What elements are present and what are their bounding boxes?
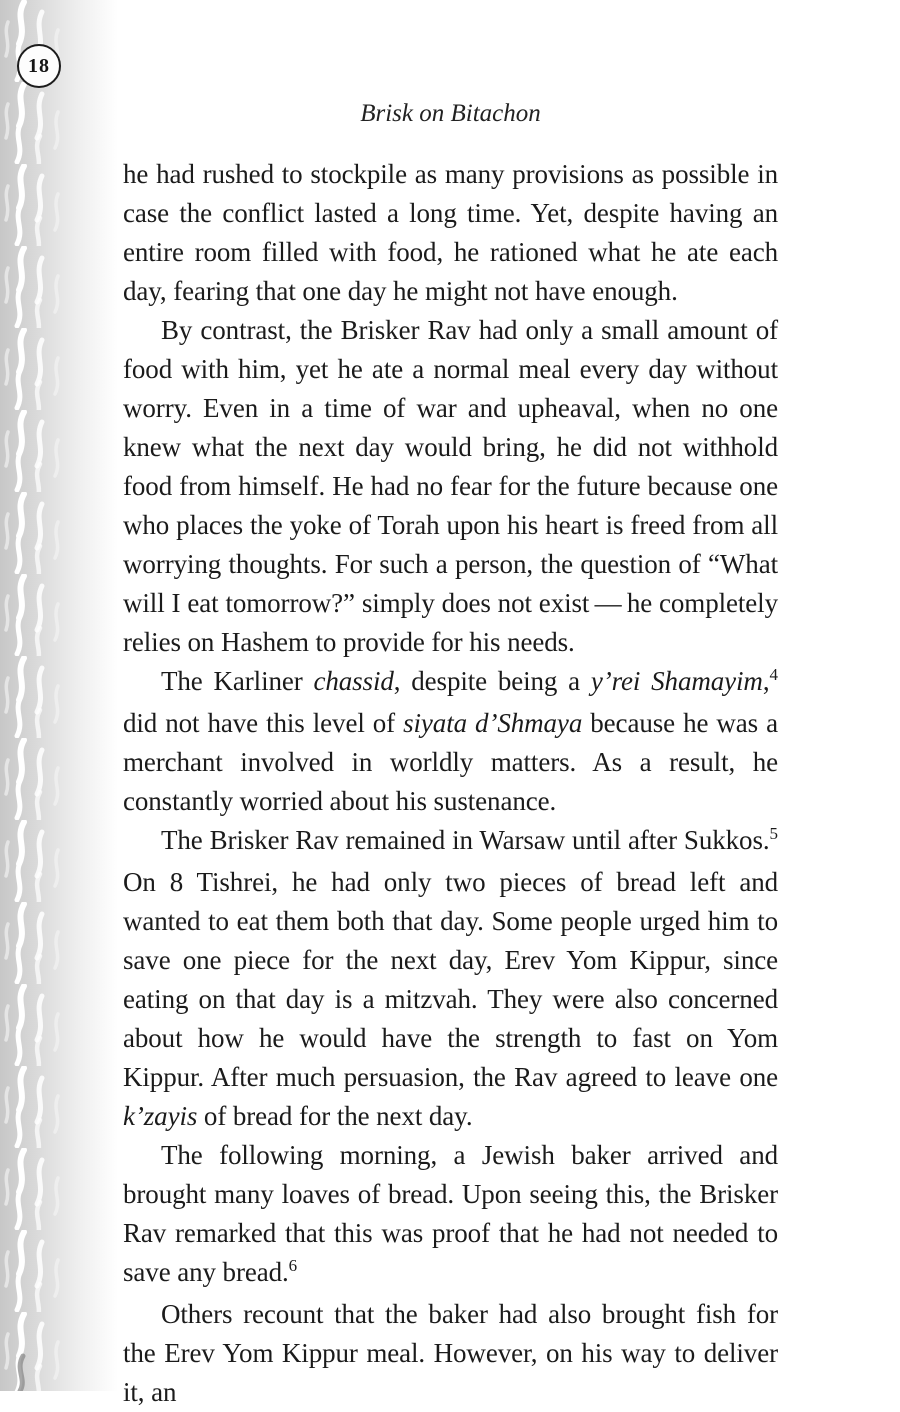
page-edge-decoration [0, 0, 118, 1391]
text-segment: he had rushed to stockpile as many provisions as possible in case the conflict lasted a long time. Yet, despite having an entire room filled with food, he rationed what he ate each day, fearing that one day he might not have enough. [123, 159, 778, 306]
text-segment: By contrast, the Brisker Rav had only a small amount of food with him, yet he ate a normal meal every day without worry. Even in a time of war and upheaval, when no one knew what the next day would bring, he did not withhold food from himself. He had no fear for the future because one who places the yoke of Torah upon his heart is freed from all worrying thoughts. For such a person, the question of “What will I eat tomorrow?” simply does not exist — he completely relies on Hashem to provide for his needs. [123, 315, 778, 657]
text-segment: k’zayis [123, 1101, 198, 1131]
footnote-reference: 5 [769, 824, 778, 843]
wave-pattern-graphic [0, 0, 118, 1391]
text-segment: On 8 Tishrei, he had only two pieces of bread left and wanted to eat them both that day. Some people urged him to save one piece for the next day, Erev Yom Kippur, since eating on that day is a mitzvah. They were also concerned about how he would have the strength to fast on Yom Kippur. After much persuasion, the Rav agreed to leave one [123, 867, 778, 1092]
text-segment: did not have this level of [123, 708, 404, 738]
text-segment: Others recount that the baker had also brought fish for the Erev Yom Kippur meal. However, on his way to deliver it, an [123, 1299, 778, 1407]
text-segment: The Karliner [161, 666, 314, 696]
body-text [123, 155, 778, 1412]
page-number: 18 [28, 54, 50, 77]
page-number-badge [17, 44, 61, 88]
paragraph [123, 155, 778, 311]
text-segment: y’rei Shamayim [590, 666, 763, 696]
text-segment: of bread for the next day. [197, 1101, 473, 1131]
paragraph [123, 311, 778, 662]
text-segment: , [762, 666, 770, 696]
footnote-reference: 4 [769, 665, 778, 684]
running-header: Brisk on Bitachon [360, 100, 541, 127]
paragraph [123, 1136, 778, 1295]
text-segment: chassid [313, 666, 394, 696]
paragraph [123, 662, 778, 821]
text-segment: siyata d’Shmaya [403, 708, 583, 738]
text-segment: The following morning, a Jewish baker arrived and brought many loaves of bread. Upon seeing this, the Brisker Rav remarked that this was proof that he had not needed to save any bread. [123, 1140, 778, 1287]
text-segment: The Brisker Rav remained in Warsaw until after Sukkos. [161, 825, 770, 855]
paragraph [123, 821, 778, 1136]
footnote-reference: 6 [288, 1256, 298, 1275]
text-segment: , despite being a [393, 666, 591, 696]
paragraph [123, 1295, 778, 1412]
text-segment: because he was a merchant involved in worldly matters. As a result, he constantly worried about his sustenance. [123, 708, 779, 816]
